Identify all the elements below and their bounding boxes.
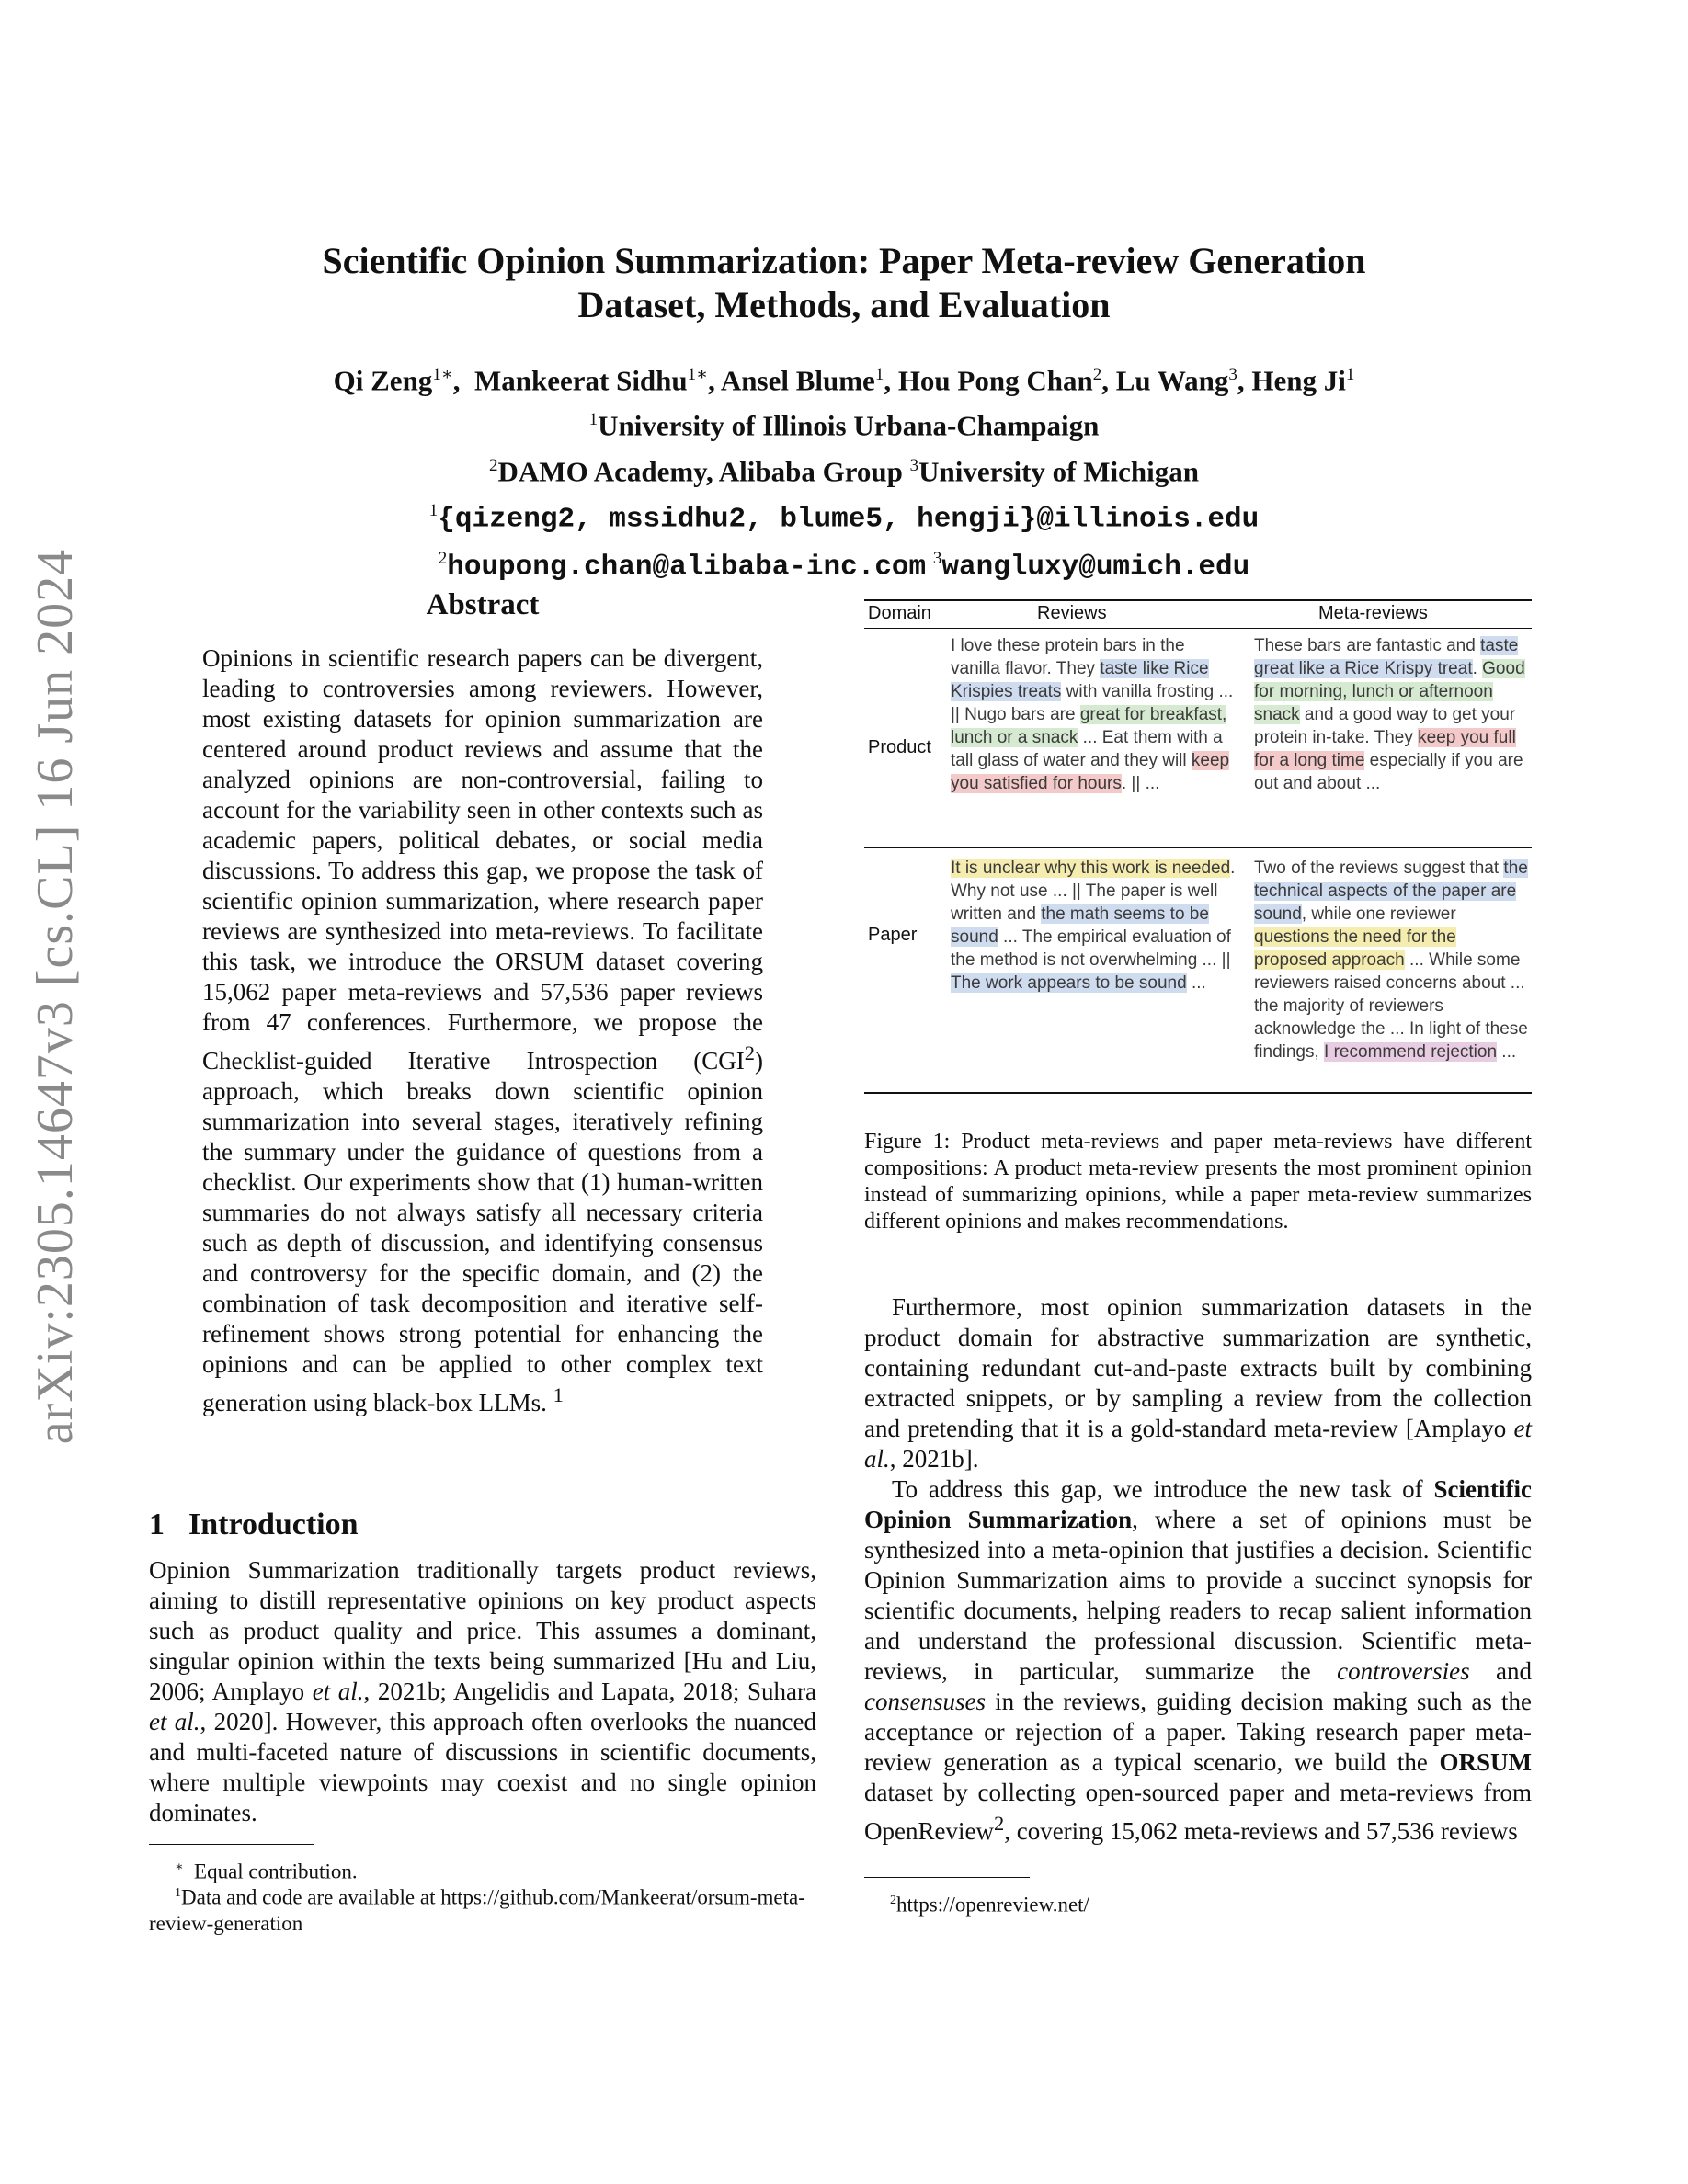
affil-mark: 3 [932, 549, 942, 569]
highlight-blue: the technical aspects of the paper are sound [1254, 859, 1528, 924]
section-number: 1 [149, 1507, 165, 1541]
row-rule [864, 847, 1532, 848]
highlight-green: great for breakfast, lunch or a snack [951, 705, 1227, 747]
highlight-red: keep you satisfied for hours [951, 751, 1230, 793]
body-text: et al. [312, 1678, 364, 1705]
col-domain: Domain [868, 603, 931, 623]
affil-mark: 3 [909, 455, 919, 475]
author-name: Lu Wang [1115, 364, 1229, 397]
author-name: Qi Zeng [333, 364, 433, 397]
body-text: To address this gap, we introduce the new task of [892, 1475, 1434, 1503]
author-mark: 2 [1092, 365, 1102, 384]
author-mark: 1∗ [432, 365, 453, 384]
highlight-blue: taste like Rice Krispies treats [951, 659, 1209, 701]
footnote-rule [864, 1877, 1030, 1878]
cell-text: , while one reviewer [1301, 904, 1456, 924]
affiliation-2-3 [147, 446, 1541, 491]
arxiv-identifier: arXiv:2305.14647v3 [cs.CL] 16 Jun 2024 [27, 548, 84, 1445]
cell-text: ... While some reviewers raised concerns about ... the majority of reviewers acknowledge the ... In light of these findings, [1254, 950, 1528, 1062]
affil-mark: 2 [438, 549, 448, 569]
abstract-body: ) approach, which breaks down scientific opinion summarization into several stages, iteratively refining the summary under the guidance of questions from a checklist. Our experiments show that (1) human-written summaries do not always satisfy all necessary criteria such as depth of discussion, and identifying consensus and controversy for the specific domain, and (2) the combination of task decomposition and iterative self-refinement shows strong potential for enhancing the opinions and can be applied to other complex text generation using black-box LLMs. [202, 1047, 763, 1416]
cell-text: . || ... [1121, 774, 1160, 793]
author-name: Heng Ji [1251, 364, 1346, 397]
body-text: ORSUM [1439, 1748, 1532, 1776]
body-text: Opinion Summarization traditionally targets product reviews, aiming to distill representative opinions on key product aspects such as product quality and price. This assumes a dominant, singular opinion within the texts being summarized [Hu and Liu, 2006; Amplayo [149, 1556, 816, 1705]
figure-1-caption: Figure 1: Product meta-reviews and paper meta-reviews have different compositions: A product meta-review presents the most prominent opinion instead of summarizing opinions, while a paper meta-review summarizes different opinions and makes recommendations. [864, 1130, 1532, 1234]
footnote-link[interactable]: 2 [993, 1812, 1005, 1835]
abstract-sup: 2 [744, 1041, 755, 1064]
paper-meta-review [1254, 857, 1530, 1064]
section-title: Introduction [188, 1507, 359, 1541]
email[interactable]: houpong.chan@alibaba-inc.com [447, 551, 927, 584]
footnote-openreview [890, 1888, 1534, 1918]
footnote-link-text[interactable]: https://openreview.net/ [896, 1893, 1089, 1917]
affil-mark: 1 [428, 500, 439, 520]
cell-text: especially if you are out and about ... [1254, 751, 1523, 793]
cell-text: ... [1186, 973, 1206, 993]
cell-text: Two of the reviews suggest that [1254, 859, 1504, 878]
paper-title [147, 239, 1541, 327]
footnote-text: Equal contribution. [194, 1860, 358, 1883]
footnote-mark: 1 [175, 1886, 181, 1900]
body-text: , 2021b]. [889, 1445, 979, 1473]
footnote-mark: ∗ [175, 1860, 184, 1874]
domain-product: Product [868, 737, 931, 757]
paragraph [864, 1474, 1532, 1847]
cell-text: . [1472, 659, 1483, 678]
affil-text: University of Illinois Urbana-Champaign [598, 409, 1100, 442]
body-text: , 2021b; Angelidis and Lapata, 2018; Suhara [363, 1678, 816, 1705]
body-text: Scientific Opinion Summarization [864, 1475, 1532, 1533]
intro-paragraph [149, 1555, 816, 1828]
email[interactable]: {qizeng2, mssidhu2, blume5, hengji}@illinois.edu [438, 503, 1260, 536]
col-meta-reviews: Meta-reviews [1318, 603, 1428, 623]
affil-mark: 2 [489, 455, 498, 475]
paragraph [864, 1292, 1532, 1474]
email[interactable]: wangluxy@umich.edu [941, 551, 1250, 584]
highlight-yellow: questions the need for the proposed approach [1254, 927, 1456, 970]
author-name: Mankeerat Sidhu [473, 364, 688, 397]
table-bottom-rule [864, 1092, 1532, 1094]
cell-text: These bars are fantastic and [1254, 636, 1481, 655]
author-mark: 1 [874, 365, 884, 384]
body-text: , 2020]. However, this approach often overlooks the nuanced and multi-faceted nature of discussions in scientific documents, where multiple viewpoints may coexist and no single opinion dominates. [149, 1708, 816, 1826]
author-mark: 1 [1345, 365, 1355, 384]
body-text: consensuses [864, 1688, 986, 1715]
footnote-link[interactable]: 1 [553, 1383, 564, 1406]
affil-text: University of Michigan [918, 454, 1199, 487]
header-rule [864, 628, 1532, 629]
highlight-yellow: It is unclear why this work is needed [951, 859, 1231, 878]
col-reviews: Reviews [1037, 603, 1107, 623]
author-name: Ansel Blume [720, 364, 875, 397]
section-heading-introduction [149, 1507, 382, 1542]
cell-text: ... Eat them with a tall glass of water and they will [951, 728, 1223, 770]
footnote-rule [149, 1844, 314, 1845]
cell-text: with vanilla frosting ... || Nugo bars are [951, 682, 1234, 724]
cell-text: and a good way to get your protein in-take. They [1254, 705, 1516, 747]
abstract-text [202, 643, 763, 1418]
author-mark: 1∗ [687, 365, 709, 384]
title-line-1: Scientific Opinion Summarization: Paper Meta-review Generation [322, 240, 1366, 281]
email-line-2 [147, 539, 1541, 586]
body-text: , where a set of opinions must be synthesized into a meta-opinion that justifies a decision. Scientific Opinion Summarization aims to provide a succinct synopsis for scientific documents, helping readers to recap salient information and understand the professional discussion. Scientific meta-reviews, in particular, summarize the [864, 1506, 1533, 1685]
body-text: in the reviews, guiding decision making such as the acceptance or rejection of a paper. Taking research paper meta-review generation as a typical scenario, we build the [864, 1688, 1532, 1776]
affiliation-1 [147, 400, 1541, 445]
domain-paper: Paper [868, 925, 918, 945]
cell-text: ... The empirical evaluation of the method is not overwhelming ... || [951, 927, 1231, 970]
body-text: and [1469, 1657, 1533, 1685]
highlight-green: Good for morning, lunch or afternoon snack [1254, 659, 1525, 724]
table-top-rule [864, 599, 1532, 601]
highlight-blue: The work appears to be sound [951, 973, 1187, 993]
cell-text: I love these protein bars in the vanilla flavor. They [951, 636, 1185, 678]
product-meta-review [1254, 634, 1530, 795]
body-text: et al. [149, 1708, 200, 1735]
author-name: Hou Pong Chan [897, 364, 1093, 397]
right-column-body [864, 1292, 1532, 1847]
highlight-pink: I recommend rejection [1324, 1042, 1498, 1062]
body-text: Furthermore, most opinion summarization datasets in the product domain for abstractive summarization are synthetic, containing redundant cut-and-paste extracts built by combining extracted snippets, or by sampling a review from the collection and pretending that it is a gold-standard meta-review [Amplayo [864, 1293, 1532, 1442]
affil-mark: 1 [588, 410, 599, 430]
body-text: dataset by collecting open-sourced paper and meta-reviews from OpenReview [864, 1779, 1532, 1845]
highlight-red: keep you full for a long time [1254, 728, 1516, 770]
title-line-2: Dataset, Methods, and Evaluation [577, 284, 1111, 325]
cell-text: ... [1497, 1042, 1517, 1062]
footnote-data [149, 1881, 816, 1937]
highlight-blue: taste great like a Rice Krispy treat [1254, 636, 1519, 678]
author-list: Qi Zeng$^{1∗}$, Mankeerat Sidhu$^{1∗}$, Ansel Blume$^1$, Hou Pong Chan$^2$, Lu Wang$^3$, Heng Ji$^1$ [333, 364, 1355, 397]
paper-reviews [951, 857, 1236, 995]
footnote-mark: 2 [890, 1894, 896, 1907]
product-reviews [951, 634, 1236, 795]
author-mark: 3 [1228, 365, 1237, 384]
body-text: controversies [1337, 1657, 1470, 1685]
author-block [147, 355, 1541, 587]
affil-text: DAMO Academy, Alibaba Group [497, 454, 903, 487]
highlight-blue: the math seems to be sound [951, 904, 1209, 947]
abstract-heading: Abstract [426, 588, 540, 621]
cell-text: . Why not use ... || The paper is well written and [951, 859, 1236, 924]
abstract-body: Opinions in scientific research papers can be divergent, leading to controversies among reviewers. However, most existing datasets for opinion summarization are centered around product reviews and assume that the analyzed opinions are non-controversial, failing to account for the variability seen in other contexts such as academic papers, political debates, or social media discussions. To address this gap, we propose the task of scientific opinion summarization, where research paper reviews are synthesized into meta-reviews. To facilitate this task, we introduce the ORSUM dataset covering 15,062 paper meta-reviews and 57,536 paper reviews from 47 conferences. Furthermore, we propose the Checklist-guided Iterative Introspection (CGI [202, 644, 763, 1075]
body-text: , covering 15,062 meta-reviews and 57,536 reviews [1004, 1817, 1518, 1845]
footnote-link-text[interactable]: Data and code are available at https://github.com/Mankeerat/orsum-meta-review-generation [149, 1885, 805, 1935]
body-text: et al. [864, 1415, 1533, 1473]
email-line-1 [147, 491, 1541, 539]
